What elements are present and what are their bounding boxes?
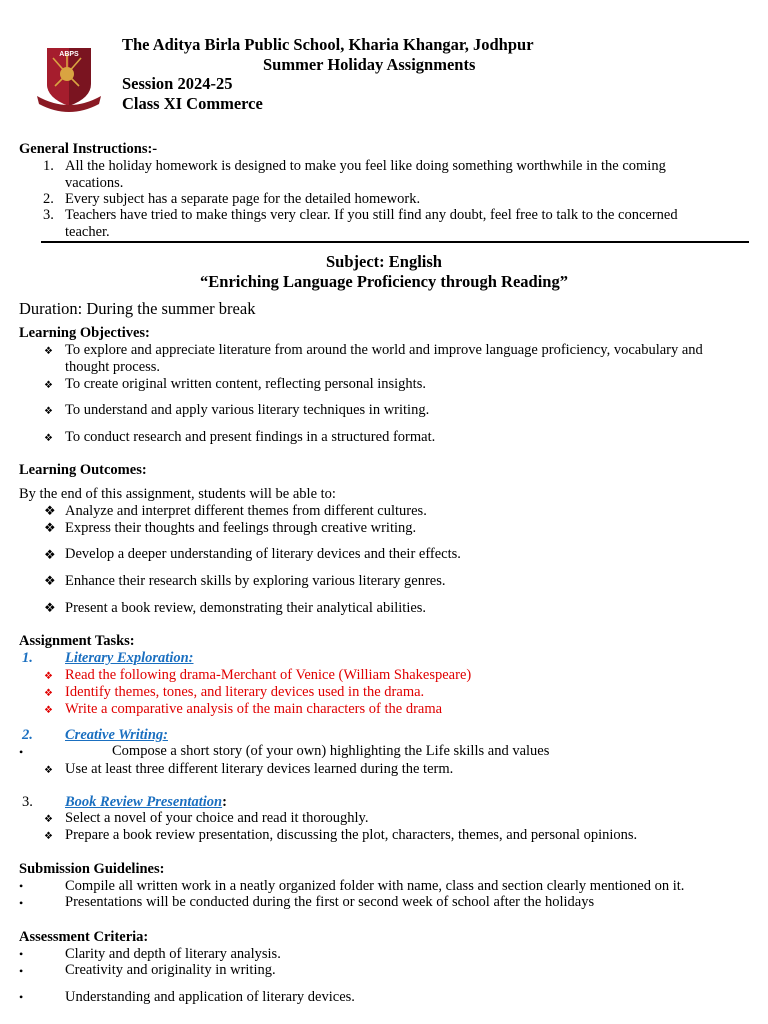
- submission-heading: Submission Guidelines:: [19, 861, 165, 877]
- diamond-bullet-icon: ❖: [44, 705, 53, 716]
- diamond-bullet-icon: ❖: [44, 671, 53, 682]
- instruction-text: All the holiday homework is designed to make you feel like doing something worthwhile in the coming: [65, 158, 666, 174]
- subject-title: Subject: English: [326, 252, 442, 271]
- submission-item: Compile all written work in a neatly organized folder with name, class and section clearly mentioned on it.: [65, 878, 685, 894]
- bullet-dot-icon: •: [19, 964, 24, 978]
- objective-item: To conduct research and present findings in a structured format.: [65, 429, 436, 445]
- task-item: Prepare a book review presentation, discussing the plot, characters, themes, and personal opinions.: [65, 827, 638, 843]
- objective-item: To create original written content, reflecting personal insights.: [65, 376, 426, 392]
- diamond-bullet-icon: ❖: [44, 765, 53, 776]
- diamond-bullet-icon: ❖: [44, 573, 56, 588]
- diamond-bullet-icon: ❖: [44, 520, 56, 535]
- assessment-item: Creativity and originality in writing.: [65, 962, 276, 978]
- task-number: 3.: [22, 794, 33, 810]
- task-item: Write a comparative analysis of the main characters of the drama: [65, 701, 443, 717]
- diamond-bullet-icon: ❖: [44, 831, 53, 842]
- divider: [41, 241, 749, 243]
- instruction-text: vacations.: [65, 175, 124, 191]
- outcome-item: Develop a deeper understanding of literary devices and their effects.: [65, 546, 461, 562]
- task-item: Use at least three different literary devices learned during the term.: [65, 761, 454, 777]
- instruction-num: 2.: [43, 191, 54, 207]
- bullet-dot-icon: •: [19, 990, 24, 1004]
- task-title-literary-exploration: Literary Exploration:: [65, 650, 194, 666]
- objective-item: To explore and appreciate literature from around the world and improve language proficiency, vocabulary and: [65, 342, 703, 358]
- diamond-bullet-icon: ❖: [44, 433, 53, 444]
- bullet-dot-icon: •: [19, 745, 24, 759]
- outcome-item: Enhance their research skills by exploring various literary genres.: [65, 573, 446, 589]
- bullet-dot-icon: •: [19, 896, 24, 910]
- session: Session 2024-25: [122, 74, 233, 93]
- task-item: Select a novel of your choice and read it thoroughly.: [65, 810, 369, 826]
- assessment-item: Clarity and depth of literary analysis.: [65, 946, 281, 962]
- outcome-item: Present a book review, demonstrating their analytical abilities.: [65, 600, 427, 616]
- subject-theme: “Enriching Language Proficiency through Reading”: [200, 272, 568, 291]
- school-logo: [33, 44, 105, 112]
- task-title-book-review: Book Review Presentation: [65, 794, 223, 810]
- task-number: 2.: [22, 727, 33, 743]
- assignment-title: Summer Holiday Assignments: [263, 55, 476, 74]
- duration: Duration: During the summer break: [19, 299, 256, 318]
- diamond-bullet-icon: ❖: [44, 688, 53, 699]
- class-name: Class XI Commerce: [122, 94, 263, 113]
- assessment-item: Understanding and application of literary devices.: [65, 989, 355, 1005]
- tasks-heading: Assignment Tasks:: [19, 633, 135, 649]
- diamond-bullet-icon: ❖: [44, 503, 56, 518]
- instruction-text: Teachers have tried to make things very clear. If you still find any doubt, feel free to talk to the concerned: [65, 207, 678, 223]
- instruction-text: teacher.: [65, 224, 110, 240]
- diamond-bullet-icon: ❖: [44, 600, 56, 615]
- outcome-item: Express their thoughts and feelings through creative writing.: [65, 520, 417, 536]
- assessment-heading: Assessment Criteria:: [19, 929, 149, 945]
- instruction-num: 3.: [43, 207, 54, 223]
- objective-item: thought process.: [65, 359, 161, 375]
- diamond-bullet-icon: ❖: [44, 406, 53, 417]
- task-item: Read the following drama-Merchant of Venice (William Shakespeare): [65, 667, 472, 683]
- outcomes-intro: By the end of this assignment, students will be able to:: [19, 486, 336, 502]
- diamond-bullet-icon: ❖: [44, 346, 53, 357]
- task-title-creative-writing: Creative Writing:: [65, 727, 168, 743]
- outcomes-heading: Learning Outcomes:: [19, 462, 147, 478]
- instruction-text: Every subject has a separate page for the detailed homework.: [65, 191, 421, 207]
- diamond-bullet-icon: ❖: [44, 547, 56, 562]
- task-item: Identify themes, tones, and literary devices used in the drama.: [65, 684, 425, 700]
- diamond-bullet-icon: ❖: [44, 380, 53, 391]
- objective-item: To understand and apply various literary techniques in writing.: [65, 402, 430, 418]
- submission-item: Presentations will be conducted during the first or second week of school after the holidays: [65, 894, 595, 910]
- instruction-num: 1.: [43, 158, 54, 174]
- task-item: Compose a short story (of your own) highlighting the Life skills and values: [112, 743, 550, 759]
- general-instructions-heading: General Instructions:-: [19, 141, 158, 157]
- outcome-item: Analyze and interpret different themes from different cultures.: [65, 503, 427, 519]
- school-name: The Aditya Birla Public School, Kharia Khangar, Jodhpur: [122, 35, 534, 54]
- objectives-heading: Learning Objectives:: [19, 325, 150, 341]
- logo-text: ABPS: [59, 51, 79, 58]
- task-title-suffix: :: [222, 794, 227, 810]
- diamond-bullet-icon: ❖: [44, 814, 53, 825]
- bullet-dot-icon: •: [19, 947, 24, 961]
- task-number: 1.: [22, 650, 33, 666]
- bullet-dot-icon: •: [19, 879, 24, 893]
